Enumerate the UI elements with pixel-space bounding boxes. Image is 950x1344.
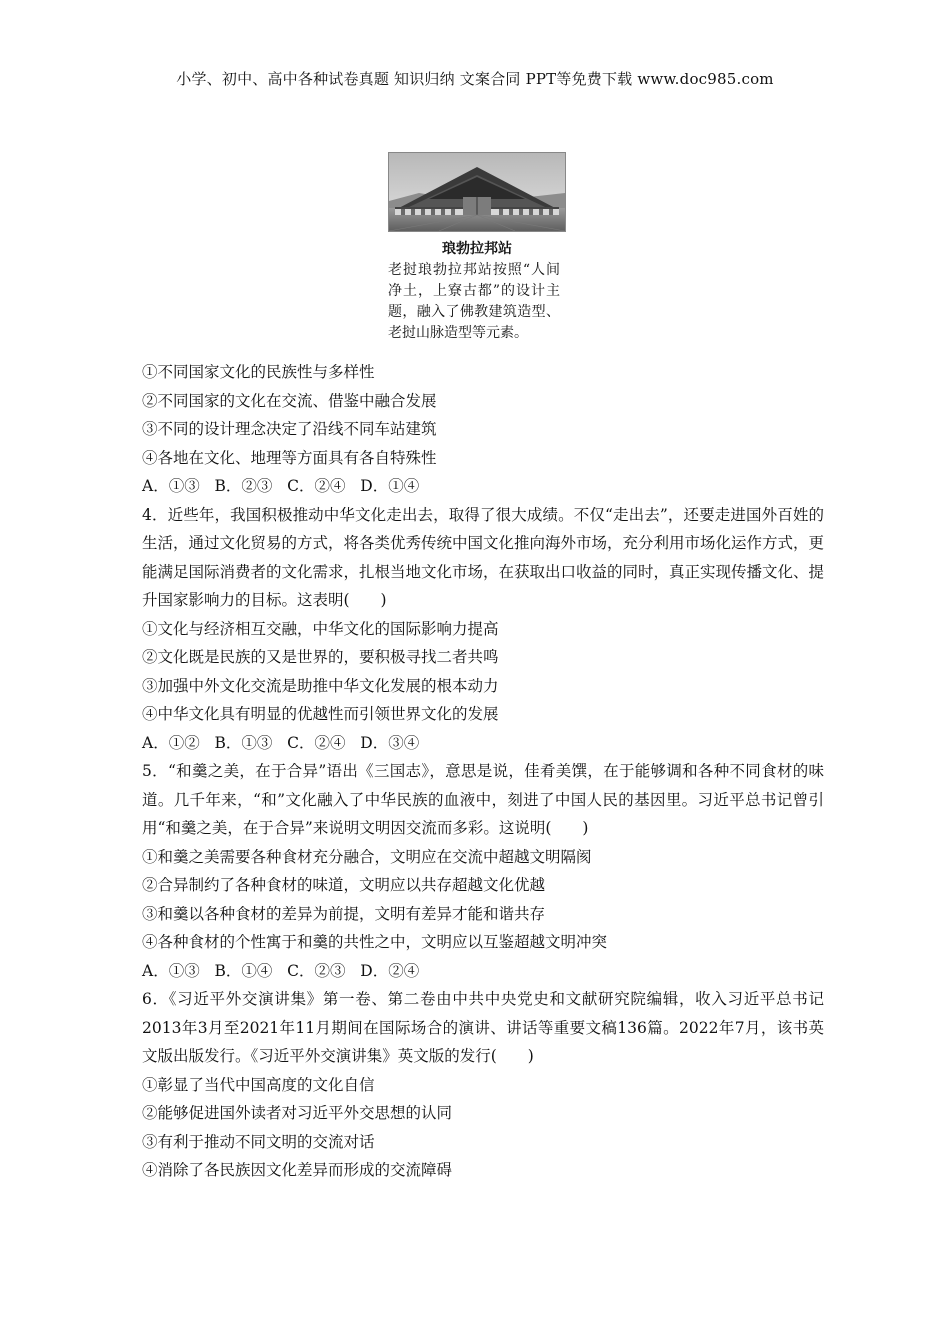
q6-option-1: ①彰显了当代中国高度的文化自信 <box>142 1075 375 1094</box>
q5-option-4: ④各种食材的个性寓于和羹的共性之中，文明应以互鉴超越文明冲突 <box>142 933 608 951</box>
q4-option-1: ①文化与经济相互交融，中华文化的国际影响力提高 <box>142 619 499 638</box>
figure-caption: 老挝琅勃拉邦站按照“人间净土，上寮古都”的设计主题，融入了佛教建筑造型、老挝山脉造型等元素。 <box>388 262 560 341</box>
q5-option-1: ①和羹之美需要各种食材充分融合，文明应在交流中超越文明隔阂 <box>142 847 592 866</box>
q6-option-4: ④消除了各民族因文化差异而形成的交流障碍 <box>142 1161 453 1179</box>
q5-option-3: ③和羹以各种食材的差异为前提，文明有差异才能和谐共存 <box>142 904 546 923</box>
q4-option-2: ②文化既是民族的又是世界的，要积极寻找二者共鸣 <box>142 648 499 666</box>
q3-option-2: ②不同国家的文化在交流、借鉴中融合发展 <box>142 391 437 410</box>
q6-stem: 6．《习近平外交演讲集》第一卷、第二卷由中共中央党史和文献研究院编辑，收入习近平总书记2013年3月至2021年11月期间在国际场合的演讲、讲话等重要文稿136篇。2022年7月，该书英文版出版发行。《习近平外交演讲集》英文版的发行( ) <box>142 990 824 1065</box>
q5-stem: 5．“和羹之美，在于合异”语出《三国志》，意思是说，佳肴美馔，在于能够调和各种不同食材的味道。几千年来，“和”文化融入了中华民族的血液中，刻进了中国人民的基因里。习近平总书记曾引用“和羹之美，在于合异”来说明文明因交流而多彩。这说明( ) <box>142 762 824 837</box>
q3-option-1: ①不同国家文化的民族性与多样性 <box>142 363 375 381</box>
q3-answer-choices: A．①③ B．②③ C．②④ D．①④ <box>142 477 420 495</box>
question-content <box>142 358 824 1185</box>
q3-option-4: ④各地在文化、地理等方面具有各自特殊性 <box>142 448 437 467</box>
station-photo <box>388 152 566 232</box>
q4-answer-choices: A．①② B．①③ C．②④ D．③④ <box>142 733 420 752</box>
q4-stem: 4．近些年，我国积极推动中华文化走出去，取得了很大成绩。不仅“走出去”，还要走进国外百姓的生活，通过文化贸易的方式，将各类优秀传统中国文化推向海外市场，充分利用市场化运作方式，更能满足国际消费者的文化需求，扎根当地文化市场，在获取出口收益的同时，真正实现传播文化、提升国家影响力的目标。这表明( ) <box>142 505 825 609</box>
q3-option-3: ③不同的设计理念决定了沿线不同车站建筑 <box>142 420 437 438</box>
q5-answer-choices: A．①③ B．①④ C．②③ D．②④ <box>142 961 420 980</box>
q4-option-3: ③加强中外文化交流是助推中华文化发展的根本动力 <box>142 676 499 695</box>
q6-option-2: ②能够促进国外读者对习近平外交思想的认同 <box>142 1104 453 1122</box>
q5-option-2: ②合异制约了各种食材的味道，文明应以共存超越文化优越 <box>142 876 546 894</box>
page-header: 小学、初中、高中各种试卷真题 知识归纳 文案合同 PPT等免费下载 www.doc985.com <box>176 70 774 88</box>
station-figure <box>388 152 566 344</box>
q4-option-4: ④中华文化具有明显的优越性而引领世界文化的发展 <box>142 705 499 723</box>
q6-option-3: ③有利于推动不同文明的交流对话 <box>142 1132 375 1151</box>
figure-title: 琅勃拉邦站 <box>442 241 512 257</box>
